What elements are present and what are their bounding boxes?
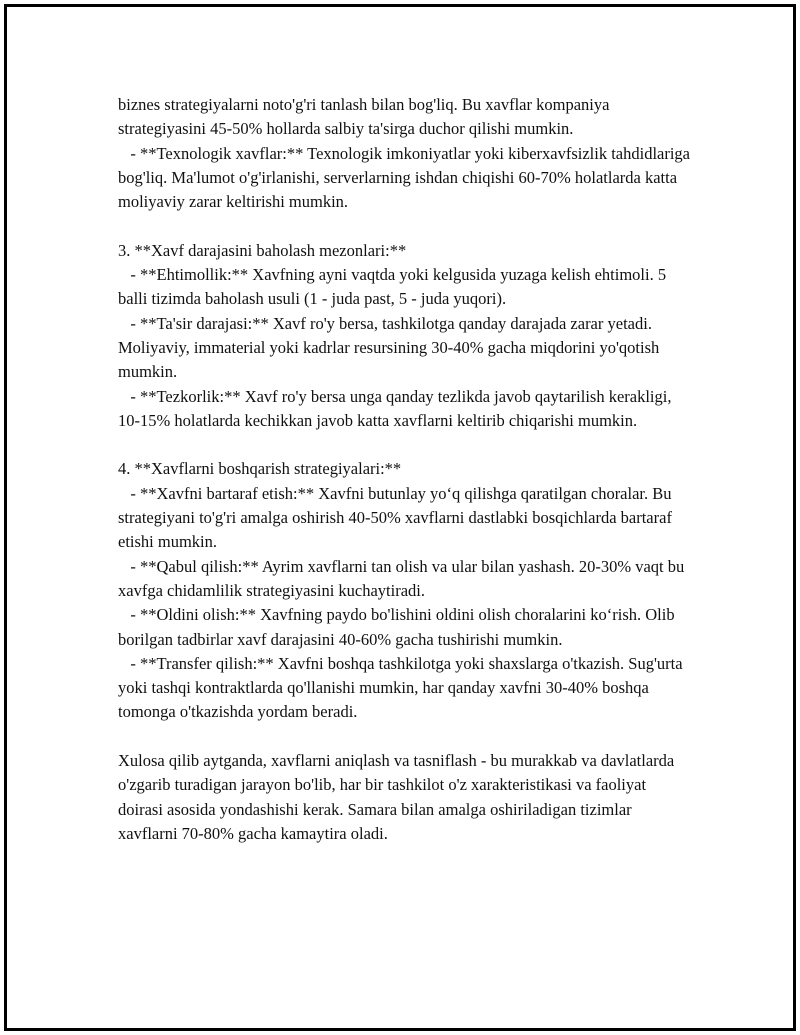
list-item-impact-level: - **Ta'sir darajasi:** Xavf ro'y bersa, tashkilotga qanday darajada zarar yetadi. Moliyaviy, immaterial yoki kadrlar resursining 30-40% gacha miqdorini yo'qotish mumkin. [118,313,664,382]
list-item-transfer: - **Transfer qilish:** Xavfni boshqa tashkilotga yoki shaxslarga o'tkazish. Sug'urta yoki tashqi kontraktlarda qo'llanishi mumkin, har qanday xavfni 30-40% boshqa tomonga o'tkazishda yordam beradi. [118,653,687,722]
list-item-prevention: - **Oldini olish:** Xavfning paydo bo'lishini oldini olish choralarini ko‘rish. Olib borilgan tadbirlar xavf darajasini 40-60% gacha tushirishi mumkin. [118,605,679,649]
list-item-probability: - **Ehtimollik:** Xavfning ayni vaqtda yoki kelgusida yuzaga kelish ehtimoli. 5 balli tizimda baholash usuli (1 - juda past, 5 - juda yuqori). [118,265,671,309]
list-item-acceptance: - **Qabul qilish:** Ayrim xavflarni tan olish va ular bilan yashash. 20-30% vaqt bu xavfga chidamlilik strategiyasini kuchaytiradi. [118,556,689,600]
paragraph-spacer [118,725,690,749]
section-heading-risk-management-strategies: 4. **Xavflarni boshqarish strategiyalari:** [118,459,402,479]
list-item-technological-risks: - **Texnologik xavflar:** Texnologik imkoniyatlar yoki kiberxavfsizlik tahdidlariga bog'liq. Ma'lumot o'g'irlanishi, serverlarning ishdan chiqishi 60-70% holatlarda katta moliyaviy zarar keltirishi mumkin. [118,143,695,212]
section-heading-risk-assessment-criteria: 3. **Xavf darajasini baholash mezonlari:** [118,240,407,260]
document-body [118,93,695,846]
paragraph-spacer [118,214,690,238]
paragraph-spacer [118,433,690,457]
paragraph-strategy-risks-continued: biznes strategiyalarni noto'g'ri tanlash bilan bog'liq. Bu xavflar kompaniya strategiyasini 45-50% hollarda salbiy ta'sirga duchor qilishi mumkin. [118,95,614,139]
paragraph-conclusion: Xulosa qilib aytganda, xavflarni aniqlash va tasniflash - bu murakkab va davlatlarda o'zgarib turadigan jarayon bo'lib, har bir tashkilot o'z xarakteristikasi va faoliyat doirasi asosida yondashishi kerak. Samara bilan amalga oshiriladigan tizimlar xavflarni 70-80% gacha kamaytira oladi. [118,751,679,843]
list-item-urgency: - **Tezkorlik:** Xavf ro'y bersa unga qanday tezlikda javob qaytarilish kerakligi, 10-15% holatlarda kechikkan javob katta xavflarni keltirib chiqarishi mumkin. [118,386,676,430]
list-item-risk-elimination: - **Xavfni bartaraf etish:** Xavfni butunlay yo‘q qilishga qaratilgan choralar. Bu strategiyani to'g'ri amalga oshirish 40-50% xavflarni dastlabki bosqichlarda bartaraf etishi mumkin. [118,483,677,552]
